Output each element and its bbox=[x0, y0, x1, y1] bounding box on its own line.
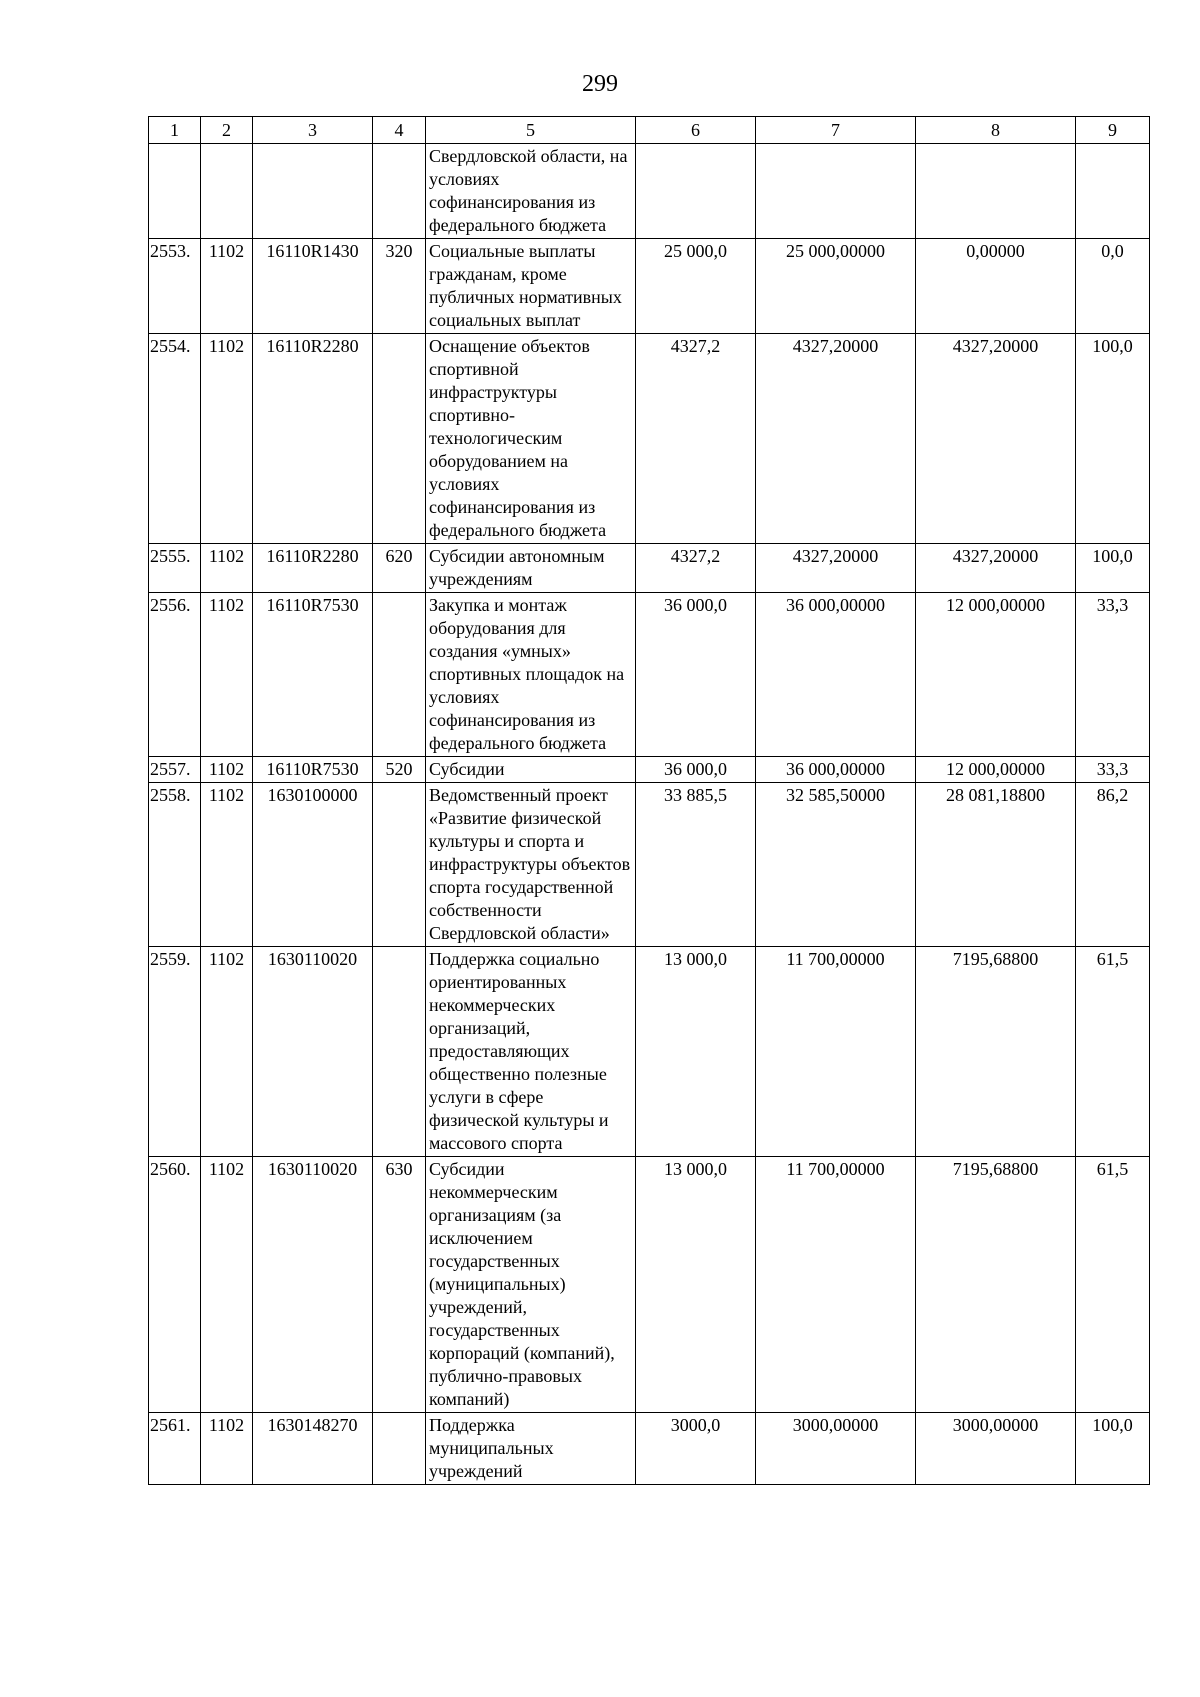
target-code: 1630110020 bbox=[253, 1157, 373, 1413]
table-row bbox=[149, 783, 1150, 947]
expense-type bbox=[373, 334, 426, 544]
column-header: 2 bbox=[201, 117, 253, 144]
budget-table bbox=[148, 116, 1150, 1485]
section-code: 1102 bbox=[201, 593, 253, 757]
target-code: 16110R2280 bbox=[253, 334, 373, 544]
plan-period-value: 11 700,00000 bbox=[756, 1157, 916, 1413]
target-code bbox=[253, 144, 373, 239]
table-row bbox=[149, 144, 1150, 239]
column-header: 3 bbox=[253, 117, 373, 144]
table-row bbox=[149, 334, 1150, 544]
item-name: Закупка и монтаж оборудования для создания «умных» спортивных площадок на условиях софинансирования из федерального бюджета bbox=[426, 593, 636, 757]
table-row bbox=[149, 544, 1150, 593]
executed-value: 4327,20000 bbox=[916, 544, 1076, 593]
plan-year-value: 3000,0 bbox=[636, 1413, 756, 1485]
row-number: 2559. bbox=[149, 947, 201, 1157]
column-header: 7 bbox=[756, 117, 916, 144]
plan-year-value: 36 000,0 bbox=[636, 757, 756, 783]
section-code: 1102 bbox=[201, 947, 253, 1157]
plan-year-value: 33 885,5 bbox=[636, 783, 756, 947]
section-code: 1102 bbox=[201, 239, 253, 334]
plan-year-value: 13 000,0 bbox=[636, 1157, 756, 1413]
percent-value: 33,3 bbox=[1076, 593, 1150, 757]
percent-value: 100,0 bbox=[1076, 1413, 1150, 1485]
percent-value bbox=[1076, 144, 1150, 239]
target-code: 16110R7530 bbox=[253, 757, 373, 783]
executed-value: 12 000,00000 bbox=[916, 757, 1076, 783]
table-row bbox=[149, 757, 1150, 783]
row-number: 2553. bbox=[149, 239, 201, 334]
plan-period-value: 32 585,50000 bbox=[756, 783, 916, 947]
plan-period-value bbox=[756, 144, 916, 239]
row-number: 2554. bbox=[149, 334, 201, 544]
section-code: 1102 bbox=[201, 544, 253, 593]
executed-value bbox=[916, 144, 1076, 239]
target-code: 1630100000 bbox=[253, 783, 373, 947]
table-row bbox=[149, 947, 1150, 1157]
table-row bbox=[149, 593, 1150, 757]
plan-period-value: 36 000,00000 bbox=[756, 593, 916, 757]
section-code: 1102 bbox=[201, 1413, 253, 1485]
expense-type bbox=[373, 1413, 426, 1485]
executed-value: 3000,00000 bbox=[916, 1413, 1076, 1485]
section-code: 1102 bbox=[201, 783, 253, 947]
plan-period-value: 4327,20000 bbox=[756, 334, 916, 544]
item-name: Свердловской области, на условиях софинансирования из федерального бюджета bbox=[426, 144, 636, 239]
plan-year-value bbox=[636, 144, 756, 239]
plan-year-value: 4327,2 bbox=[636, 334, 756, 544]
expense-type: 520 bbox=[373, 757, 426, 783]
executed-value: 28 081,18800 bbox=[916, 783, 1076, 947]
page-number: 299 bbox=[582, 71, 618, 97]
table-header-row bbox=[149, 117, 1150, 144]
plan-year-value: 36 000,0 bbox=[636, 593, 756, 757]
percent-value: 33,3 bbox=[1076, 757, 1150, 783]
plan-year-value: 13 000,0 bbox=[636, 947, 756, 1157]
column-header: 6 bbox=[636, 117, 756, 144]
plan-period-value: 36 000,00000 bbox=[756, 757, 916, 783]
table-row bbox=[149, 1413, 1150, 1485]
plan-period-value: 11 700,00000 bbox=[756, 947, 916, 1157]
plan-period-value: 25 000,00000 bbox=[756, 239, 916, 334]
expense-type: 320 bbox=[373, 239, 426, 334]
plan-period-value: 4327,20000 bbox=[756, 544, 916, 593]
table-row bbox=[149, 239, 1150, 334]
target-code: 16110R1430 bbox=[253, 239, 373, 334]
item-name: Ведомственный проект «Развитие физической культуры и спорта и инфраструктуры объектов спорта государственной собственности Свердловской области» bbox=[426, 783, 636, 947]
executed-value: 12 000,00000 bbox=[916, 593, 1076, 757]
percent-value: 61,5 bbox=[1076, 1157, 1150, 1413]
row-number: 2561. bbox=[149, 1413, 201, 1485]
item-name: Социальные выплаты гражданам, кроме публичных нормативных социальных выплат bbox=[426, 239, 636, 334]
row-number: 2560. bbox=[149, 1157, 201, 1413]
plan-year-value: 4327,2 bbox=[636, 544, 756, 593]
target-code: 16110R7530 bbox=[253, 593, 373, 757]
item-name: Субсидии автономным учреждениям bbox=[426, 544, 636, 593]
item-name: Поддержка социально ориентированных некоммерческих организаций, предоставляющих общественно полезные услуги в сфере физической культуры и массового спорта bbox=[426, 947, 636, 1157]
percent-value: 100,0 bbox=[1076, 334, 1150, 544]
percent-value: 100,0 bbox=[1076, 544, 1150, 593]
row-number: 2558. bbox=[149, 783, 201, 947]
expense-type bbox=[373, 593, 426, 757]
row-number: 2555. bbox=[149, 544, 201, 593]
column-header: 4 bbox=[373, 117, 426, 144]
section-code: 1102 bbox=[201, 334, 253, 544]
plan-year-value: 25 000,0 bbox=[636, 239, 756, 334]
column-header: 8 bbox=[916, 117, 1076, 144]
percent-value: 61,5 bbox=[1076, 947, 1150, 1157]
percent-value: 86,2 bbox=[1076, 783, 1150, 947]
row-number: 2556. bbox=[149, 593, 201, 757]
item-name: Субсидии bbox=[426, 757, 636, 783]
percent-value: 0,0 bbox=[1076, 239, 1150, 334]
target-code: 16110R2280 bbox=[253, 544, 373, 593]
row-number bbox=[149, 144, 201, 239]
column-header: 9 bbox=[1076, 117, 1150, 144]
executed-value: 7195,68800 bbox=[916, 1157, 1076, 1413]
section-code: 1102 bbox=[201, 1157, 253, 1413]
executed-value: 4327,20000 bbox=[916, 334, 1076, 544]
expense-type: 620 bbox=[373, 544, 426, 593]
section-code: 1102 bbox=[201, 757, 253, 783]
section-code bbox=[201, 144, 253, 239]
item-name: Субсидии некоммерческим организациям (за исключением государственных (муниципальных) учреждений, государственных корпораций (компаний), публично-правовых компаний) bbox=[426, 1157, 636, 1413]
row-number: 2557. bbox=[149, 757, 201, 783]
plan-period-value: 3000,00000 bbox=[756, 1413, 916, 1485]
item-name: Поддержка муниципальных учреждений bbox=[426, 1413, 636, 1485]
expense-type bbox=[373, 947, 426, 1157]
executed-value: 7195,68800 bbox=[916, 947, 1076, 1157]
executed-value: 0,00000 bbox=[916, 239, 1076, 334]
column-header: 5 bbox=[426, 117, 636, 144]
expense-type bbox=[373, 783, 426, 947]
column-header: 1 bbox=[149, 117, 201, 144]
expense-type bbox=[373, 144, 426, 239]
target-code: 1630110020 bbox=[253, 947, 373, 1157]
item-name: Оснащение объектов спортивной инфраструктуры спортивно-технологическим оборудованием на условиях софинансирования из федерального бюджета bbox=[426, 334, 636, 544]
expense-type: 630 bbox=[373, 1157, 426, 1413]
target-code: 1630148270 bbox=[253, 1413, 373, 1485]
table-row bbox=[149, 1157, 1150, 1413]
